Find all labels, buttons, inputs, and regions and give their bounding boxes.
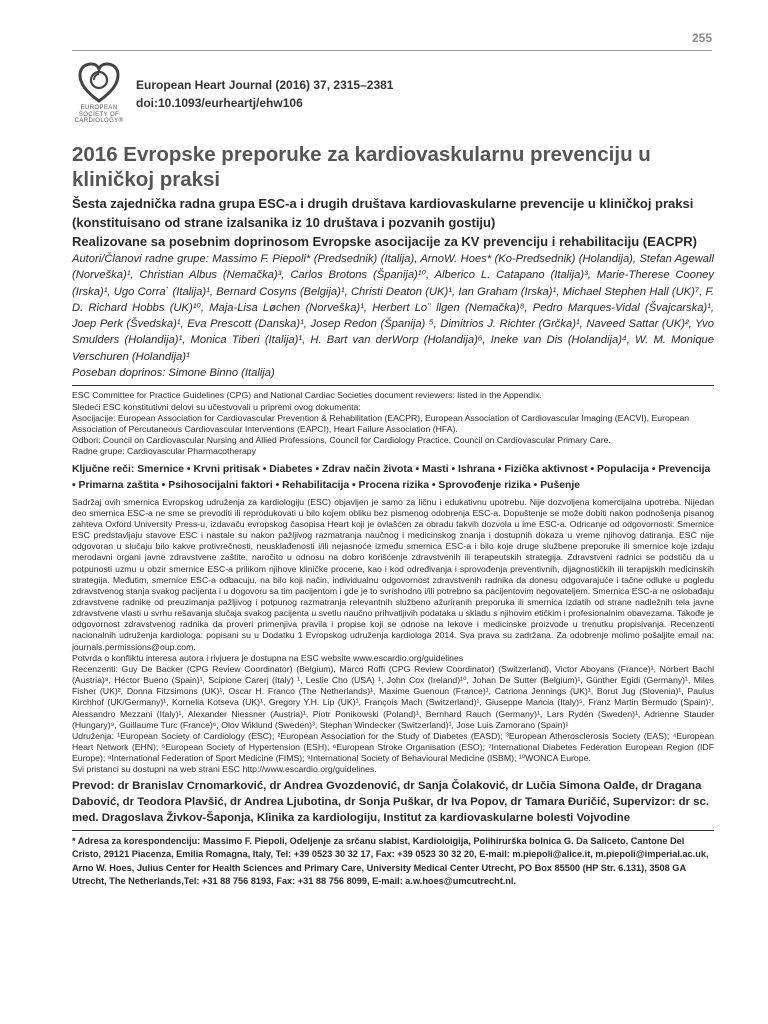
committee-line: Odbori: Council on Cardiovascular Nursing and Allied Professions, Council for Cardiology Practice, Council on Cardiovascular Primary Care.	[72, 435, 611, 446]
legal-block	[72, 497, 714, 776]
web-availability: Svi pristanci su dostupni na web strani ESC http://www.escardio.org/guidelines.	[72, 764, 377, 775]
footnote-divider	[72, 830, 714, 831]
keywords	[72, 462, 714, 494]
logo-line-1: EUROPEAN	[80, 105, 118, 111]
esc-heart-logo-icon	[77, 62, 121, 104]
logo-line-3: CARDIOLOGY®	[74, 118, 124, 124]
special-contribution: Poseban doprinos: Simone Binno (Italija)	[72, 367, 275, 380]
keywords-text: Ključne reči: Smernice • Krvni pritisak • Diabetes • Zdrav način života • Masti • Ishrana • Fizička aktivnost • Populacija • Prevencija • Primarna zaštita • Psihosocijalni faktori • Rehabilitacija • Procena rizika • Sprovođenje rizika • Pušenje	[72, 463, 711, 491]
committee-line: Sledeći ESC konstitutivni delovi su učestvovali u pripremi ovog dokumenta:	[72, 401, 361, 412]
authors-text: Autori/Članovi radne grupe: Massimo F. Piepoli* (Predsednik) (Italija), ArnoW. Hoes* (Ko-Predsednik) (Holandija), Stefan Agewall (Norveška)¹, Christian Albus (Nemačka)³, Carlos Brotons (Španija)¹⁰, Alberico L. Catapano (Italija)³, Marie-Therese Cooney (Irska)¹, Ugo Corra` (Italija)¹, Bernard Cosyns (Belgija)¹, Christi Deaton (UK)¹, Ian Graham (Irska)¹, Michael Stephen Hall (UK)⁷, F. D. Richard Hobbs (UK)¹⁰, Maja-Lisa Løchen (Norveška)¹, Herbert Lo¨ llgen (Nemačka)⁸, Pedro Marques-Vidal (Švajcarska)¹, Joep Perk (Švedska)¹, Eva Prescott (Danska)¹, Josep Redon (Španija) ⁵, Dimitrios J. Richter (Grčka)¹, Naveed Sattar (UK)², Yvo Smulders (Holandija)¹, Monica Tiberi (Italija)¹, H. Bart van derWorp (Holandija)⁶, Ineke van Dis (Holandija)⁴, W. M. Monique Verschuren (Holandija)¹	[72, 253, 714, 363]
page-number: 255	[691, 31, 712, 45]
esc-logo	[70, 62, 128, 142]
societies-text: Udruženja: ¹European Society of Cardiology (ESC); ²European Association for the Study of Diabetes (EASD); ³European Atherosclerosis Society (EAS); ⁴European Heart Network (EHN); ⁵European Society of Hypertension (ESH); ⁶European Stroke Organisation (ESO); ⁷International Diabetes Federation European Region (IDF Europe); ⁸International Federation of Sport Medicine (FIMS); ⁹International Society of Behavioural Medicine (ISBM); ¹⁰WONCA Europe.	[72, 730, 714, 764]
article-front-matter	[72, 142, 714, 888]
disclaimer-text: Sadržaj ovih smernica Evropskog udruženja za kardiologiju (ESC) objavljen je samo za ličnu i edukativnu upotrebu. Nije dozvoljena komercijalna upotreba. Nijedan deo smernica ESC-a ne sme se prevoditi ili reprodukovati u bilo kojem obliku bez pismenog odobrenja ESC-a. Dopuštenje se može dobiti nakon podnošenja pisanog zahteva Oxford University Press-u, izdavaču evropskog časopisa Heart koji je ovlašćen za obradu takvih dozvola u ime ESC-a. Odricanje od odgovornosti: Smernice ESC predstavljaju stavove ESC i nastale su nakon pažljivog razmatranja naučnog i medicinskog znanja i dostupnih dokaza u vreme njihovog datiranja. ESC nije odgovoran u slučaju bilo kakve protivrečnosti, neusklađenosti i/ili nejasnoće između smernica ESC-a i bilo koje druge službene preporuke ili smernice koje izdaju merodavni organi javne zdravstvene zaštite, naročito u odnosu na dobro korišćenje zdravstvenih ili terapeutskih strategija. Zdravstveni radnici se podstiču da u potpunosti uzmu u obzir smernice ESC-a prilikom njihove kliničke procene, kao i kod određivanja i sprovođenja preventivnih, dijagnostičkih ili terapijskih medicinskih strategija. Međutim, smernice ESC-a odbacuju, na bilo koji način, individualnu odgovornost zdravstvenih radnika da donesu odgovarajuće i tačne odluke u pogledu zdravstvenog stanja svakog pacijenta i u dogovoru sa tim pacijentom i gde je to svrishodno i/ili potrebno sa pacijentovim negovateljem. Smernica ESC-a ne oslobađaju zdravstvene radnike od preuzimanja pažljivog i potpunog razmatranja relevantnih službeno ažuriranih preporuka ili smernica izdatih od strane nadležnih tela javne zdravstvene vlasti u svrhu rešavanja slučaja svakog pacijenta u svetlu naučno prihvatljivih podataka u skladu s njihovim etičkim i profesionalnim obavezama. Takođe je odgovornost zdravstvenog radnika da proveri primenjiva pravila i propise koji se odnose na lekove i medicinske proizvode u trenutku propisivanja. Recenzenti nacionalnih udruženja kardiologa: popisani su u Dodatku 1 Evropskog udruženja kardiologa 2014. Sva prava su zadržana. Za odobrenje molimo pošaljite email na: journals.permissions@oup.com.	[72, 496, 714, 652]
correspondence-text: * Adresa za korespondenciju: Massimo F. Piepoli, Odeljenje za srčanu slabist, Kardioloigija, Polihirurška bolnica G. Da Saliceto, Cantone Del Cristo, 29121 Piacenza, Emilia Romagna, Italy, Tel: +39 0523 30 32 17, Fax: +39 0523 30 32 20, E-mail: m.piepoli@alice.it, m.piepoli@imperial.ac.uk, Arno W. Hoes, Julius Center for Health Sciences and Primary Care, University Medical Center Utrecht, PO Box 85500 (HP Str. 6.131), 3508 GA Utrecht, The Netherlands,Tel: +31 88 756 8193, Fax: +31 88 756 8099, E-mail: a.w.hoes@umcutrecht.nl.	[72, 836, 709, 886]
reviewers-text: Recenzenti: Guy De Backer (CPG Review Coordinator) (Belgium), Marco Roffi (CPG Review Coordinator) (Switzerland), Victor Aboyans (France)¹, Norbert Bachl (Austria)⁸, Héctor Bueno (Spain)¹, Scipione Carerj (Italy) ¹, Leslie Cho (USA) ¹, John Cox (Ireland)¹⁰, Johan De Sutter (Belgium)¹, Günther Egidi (Germany)¹, Miles Fisher (UK)², Donna Fitzsimons (UK)¹, Oscar H. Franco (The Netherlands)¹, Maxime Guenoun (France)¹, Catriona Jennings (UK)¹, Borut Jug (Slovenia)¹, Paulus Kirchhof (UK/Germany)¹, Kornelia Kotseva (UK)¹, Gregory Y.H. Lip (UK)¹, François Mach (Switzerland)¹, Giuseppe Mancia (Italy)⁵, Franz Martin Bermudo (Spain)⁷, Alessandro Mezzani (Italy)¹, Alexander Niessner (Austria)¹, Piotr Ponikowski (Poland)¹, Bernhard Rauch (Germany)¹, Lars Rydén (Sweden)¹, Adrienne Stauder (Hungary)⁹, Guillaume Turc (France)⁶, Olov Wiklund (Sweden)³, Stephan Windecker (Switzerland)¹, Jose Luis Zamorano (Spain)¹	[72, 663, 714, 730]
translation-credits	[72, 778, 714, 827]
article-subtitle: Šesta zajednička radna grupa ESC-a i drugih društava kardiovaskularne prevencije u kliničkoj praksi (konstituisano od strane izalsanika iz 10 društava i pozvanih gostiju)	[72, 196, 694, 230]
conflict-of-interest: Potvrda o konfliktu interesa autora i rivjuera je dostupna na ESC website www.escardio.org/guidelines	[72, 652, 464, 663]
translation-text: Prevod: dr Branislav Crnomarković, dr Andrea Gvozdenović, dr Sanja Čolaković, dr Lučia Simona Oalđe, dr Dragana Dabović, dr Teodora Plavšić, dr Andrea Ljubotina, dr Sonja Puškar, dr Iva Popov, dr Tamara Đuričić, Supervizor: dr sc. med. Dragoslava Živkov-Šaponja, Klinika za kardiologiju, Institut za kardiovaskularne bolesti Vojvodine	[72, 779, 709, 824]
committee-line: Radne grupe: Cardiovascular Pharmacotherapy	[72, 446, 256, 457]
section-divider	[72, 385, 714, 386]
committee-block	[72, 390, 714, 457]
article-subtitle-eacpr: Realizovane sa posebnim doprinosom Evropske asocijacije za KV prevenciju i rehabilitaciju (EACPR)	[72, 234, 697, 249]
top-divider	[72, 50, 712, 51]
article-title: 2016 Evropske preporuke za kardiovaskularnu prevenciju u kliničkoj praksi	[72, 143, 651, 191]
logo-line-2: SOCIETY OF	[78, 111, 120, 118]
committee-line: ESC Committee for Practice Guidelines (CPG) and National Cardiac Societies document reviewers: listed in the Appendix.	[72, 390, 542, 401]
journal-doi: doi:10.1093/eurheartj/ehw106	[136, 96, 303, 110]
author-list	[72, 251, 714, 381]
journal-info	[136, 76, 393, 112]
correspondence-footnote	[72, 835, 714, 888]
committee-line: Asocijacije: European Association for Cardiovascular Prevention & Rehabilitation (EACPR), European Association of Cardiovascular Imaging (EACVI), European Association of Percutaneous Cardiovascular Interventions (EAPCI), Heart Failure Association (HFA).	[72, 412, 690, 434]
journal-citation: European Heart Journal (2016) 37, 2315–2381	[136, 78, 394, 92]
